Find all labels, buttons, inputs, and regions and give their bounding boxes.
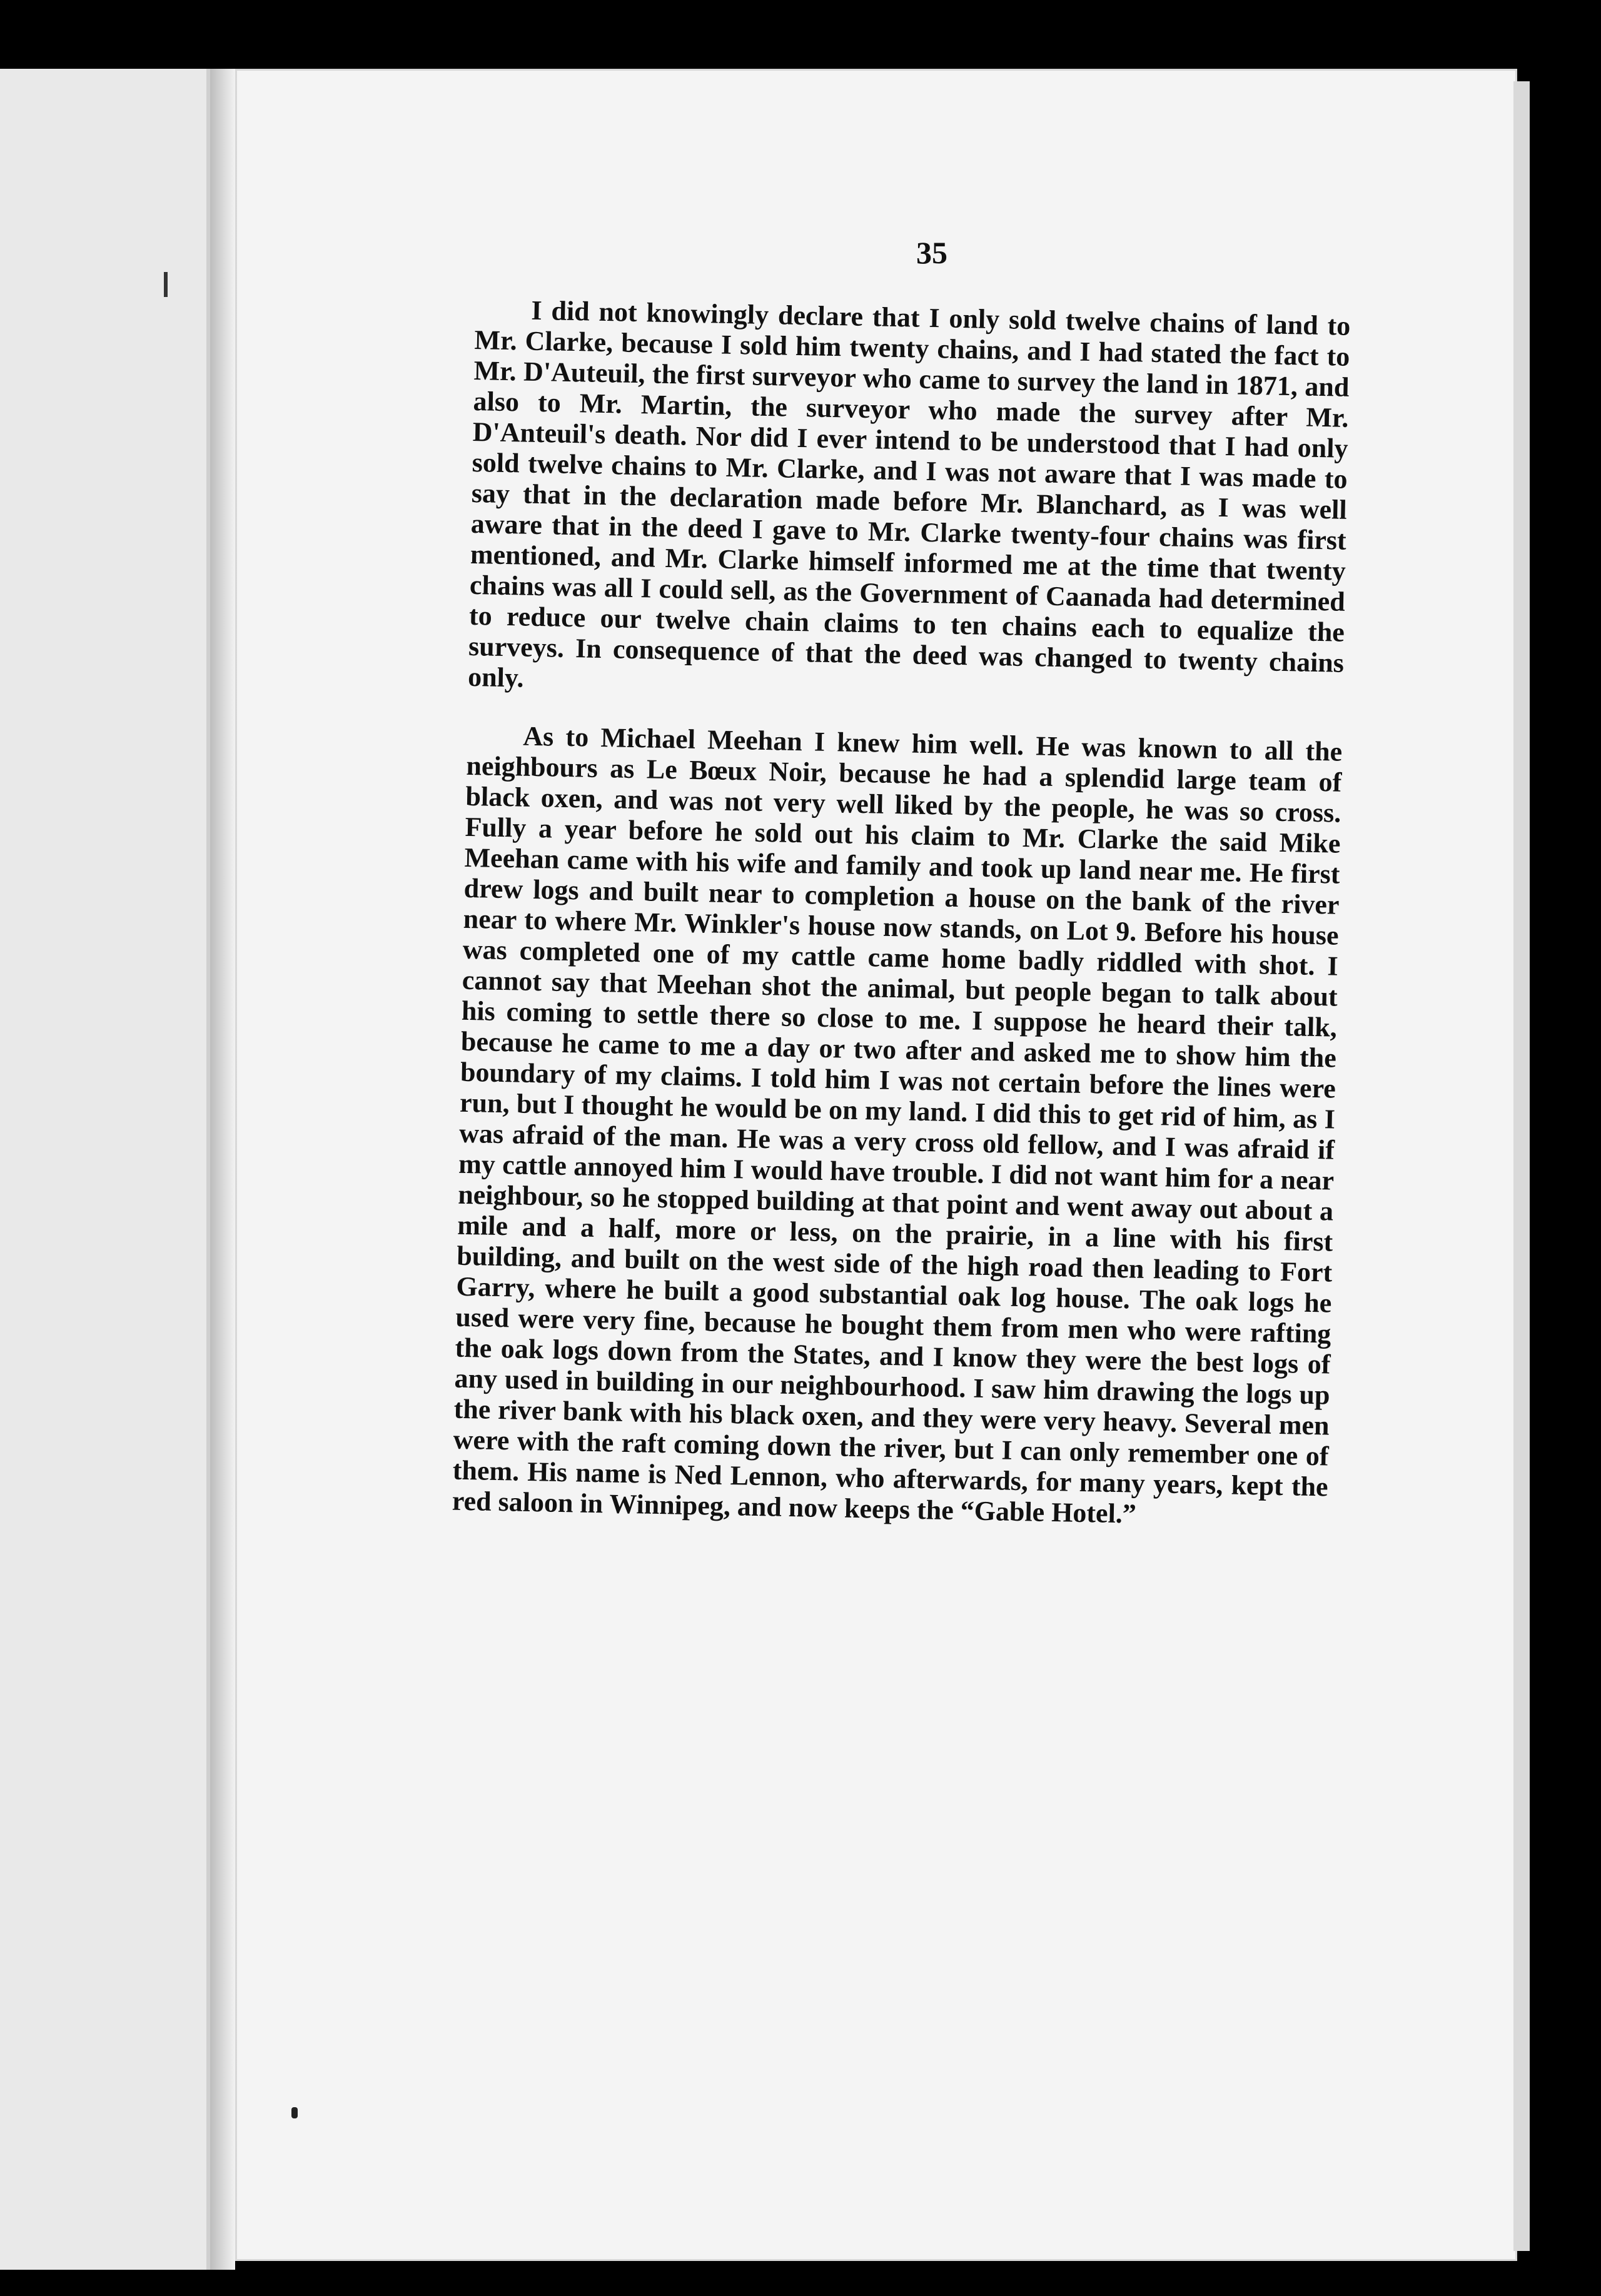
body-text	[452, 294, 1351, 1561]
paragraph-declaration: I did not knowingly declare that I only sold twelve chains of land to Mr. Clarke, because I sold him twenty chains, and I had stated the fact to Mr. D'Auteuil, the first surveyor who came to survey the land in 1871, and also to Mr. Martin, the surveyor who made the survey after Mr. D'Anteuil's death. Nor did I ever intend to be understood that I had only sold twelve chains to Mr. Clarke, and I was not aware that I was made to say that in the declaration made before Mr. Blanchard, as I was well aware that in the deed I gave to Mr. Clarke twenty-four chains was first mentioned, and Mr. Clarke himself informed me at the time that twenty chains was all I could sell, as the Government of Caanada had determined to reduce our twelve chain claims to ten chains each to equalize the surveys. In consequence of that the deed was changed to twenty chains only.	[467, 295, 1351, 693]
ink-mark	[164, 272, 168, 297]
paragraph-michael-meehan: As to Michael Meehan I knew him well. He was known to all the neighbours as Le Bœux Noir, because he had a splendid large team of black oxen, and was not very well liked by the people, he was so cross. Fully a year before he sold out his claim to Mr. Clarke the said Mike Meehan came with his wife and family and took up land near me. He first drew logs and built near to completion a house on the bank of the river near to where Mr. Winkler's house now stands, on Lot 9. Before his house was completed one of my cattle came home badly riddled with shot. I cannot say that Meehan shot the animal, but people began to talk about his coming to settle there so close to me. I suppose he heard their talk, because he came to me a day or two after and asked me to show him the boundary of my claims. I told him I was not certain before the lines were run, but I thought he would be on my land. I did this to get rid of him, as I was afraid of the man. He was a very cross old fellow, and I was afraid if my cattle annoyed him I would have trouble. I did not want him for a near neighbour, so he stopped building at that point and went away out about a mile and a half, more or less, on the prairie, in a line with his first building, and built on the west side of the high road then leading to Fort Garry, where he built a good substantial oak log house. The oak logs he used were very fine, because he bought them from men who were rafting the oak logs down from the States, and I know they were the best logs of any used in building in our neighbourhood. I saw him drawing the logs up the river bank with his black oxen, and they were very heavy. Several men were with the raft coming down the river, but I can only remember one of them. His name is Ned Lennon, who afterwards, for many years, kept the red saloon in Winnipeg, and now keeps the “Gable Hotel.”	[452, 720, 1343, 1529]
book-gutter	[210, 69, 235, 2270]
facing-page-left	[0, 69, 210, 2270]
page-number: 35	[916, 235, 947, 270]
ink-blot	[291, 2107, 298, 2118]
page-edge	[1513, 81, 1530, 2251]
